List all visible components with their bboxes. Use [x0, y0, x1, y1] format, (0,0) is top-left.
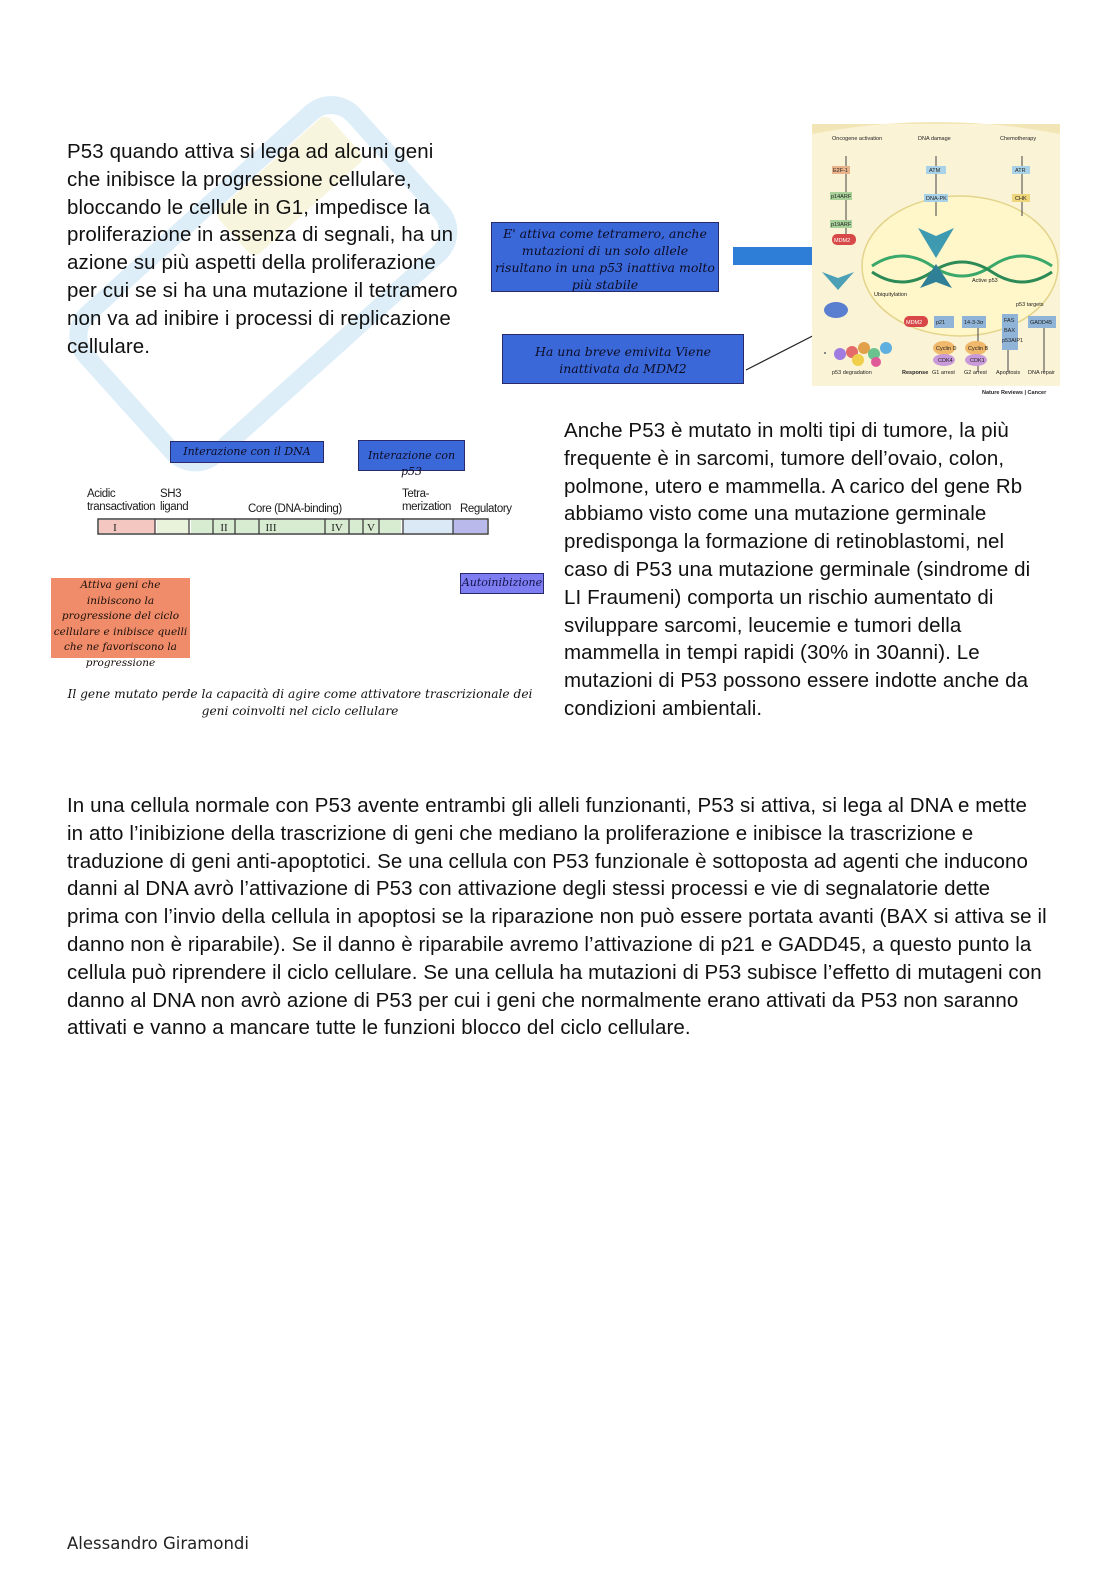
domain-label-core: Core (DNA-binding)	[248, 503, 342, 515]
region-iii: III	[265, 522, 277, 534]
fig-header-oncogene: Oncogene activation	[832, 136, 883, 142]
paragraph-p53-cell-mechanism: In una cellula normale con P53 avente entrambi gli alleli funzionanti, P53 si attiva, si lega al DNA e mette in atto l’inibizione della trascrizione di geni che mediano la proliferazione e inibisce la trascrizione e traduzione di geni anti-apoptotici. Se una cellula con P53 funzionale è sottoposta ad agenti che inducono danni al DNA avrò l’attivazione di P53 con attivazione degli stessi processi e vie di segnalatorie dette prima con l’invio della cellula in apoptosi se la riparazione non può essere portata avanti (BAX si attiva se il danno non è riparabile). Se il danno è riparabile avremo l’attivazione di p21 e GADD45, a questo punto la cellula può riprendere il ciclo cellulare. Se una cellula ha mutazioni di P53 subisce l’effetto di mutageni con danno al DNA non avrò azione di P53 per cui i geni che normalmente erano attivati da P53 non saranno attivati e vanno a mancare tutte le funzioni blocco del ciclo cellulare.	[67, 794, 1047, 1040]
diagram-caption: Il gene mutato perde la capacità di agire come attivatore trascrizionale dei geni coinvolti nel ciclo cellulare	[67, 687, 533, 718]
fig-node-cyclin-b: Cyclin B	[968, 346, 989, 352]
domain-label-sh3: SH3 ligand	[160, 488, 189, 513]
fig-source: Nature Reviews | Cancer	[982, 390, 1047, 396]
fig-node-active-p53: Active p53	[972, 278, 998, 284]
p53-domain-bar	[97, 518, 489, 536]
fig-node-e2f1: E2F-1	[833, 168, 848, 174]
fig-header-dna-damage: DNA damage	[918, 136, 951, 142]
region-iv: IV	[331, 522, 343, 534]
fig-node-atm: ATM	[929, 168, 941, 174]
footer-author: Alessandro Giramondi	[67, 1534, 249, 1553]
note-p53-interaction: Interazione con p53	[358, 440, 465, 471]
note-tetramer: E' attiva come tetramero, anche mutazioni di un solo allele risultano in una p53 inattiva molto più stabile	[491, 222, 719, 292]
fig-node-chk: CHK	[1015, 196, 1027, 202]
fig-node-p21: p21	[936, 320, 946, 326]
fig-node-fas: FAS	[1004, 318, 1015, 324]
fig-node-p14arf: p14ARF	[831, 194, 852, 200]
fig-node-dnapk: DNA-PK	[926, 196, 947, 202]
fig-header-chemotherapy: Chemotherapy	[1000, 136, 1037, 142]
note-half-life: Ha una breve emivita Viene inattivata da MDM2	[502, 334, 744, 384]
fig-node-p19arf: p19ARF	[831, 222, 852, 228]
fig-node-14-3-3: 14-3-3σ	[964, 320, 984, 326]
paragraph-p53-activation: P53 quando attiva si lega ad alcuni geni che inibisce la progressione cellulare, bloccando le cellule in G1, impedisce la proliferazione in assenza di segnali, ha un azione su più aspetti della proliferazione per cui se si ha una mutazione il tetramero non va ad inibire i processi di replicazione cellulare.	[67, 140, 458, 358]
fig-node-mdm2: MDM2	[834, 238, 851, 244]
domain-label-tetramerization: Tetra-merization	[402, 488, 452, 513]
note-autoinhibition: Autoinibizione	[460, 573, 544, 594]
fig-label-g1: G1 arrest	[932, 370, 955, 376]
note-dna-interaction: Interazione con il DNA	[170, 441, 324, 463]
region-ii: II	[220, 522, 228, 534]
fig-node-cdk4: CDK4	[938, 358, 953, 364]
fig-node-mdm2-target: MDM2	[906, 320, 923, 326]
fig-label-p53-targets: p53 targets	[1016, 302, 1044, 308]
fig-node-degradation: p53 degradation	[832, 370, 872, 376]
paragraph-p53-tumors: Anche P53 è mutato in molti tipi di tumore, la più frequente è in sarcomi, tumore dell’ovaio, colon, polmone, utero e mammella. A carico del gene Rb abbiamo visto come una mutazione germinale predisponga la formazione di retinoblastomi, nel caso di P53 una mutazione germinale (sindrome di LI Fraumeni) comporta un rischio aumentato di sviluppare sarcomi, leucemie e tumori della mammella in tempi rapidi (30% in 30anni). Le mutazioni di P53 possono essere indotte anche da condizioni ambientali.	[564, 419, 1031, 720]
fig-node-ubiquitylation: Ubiquitylation	[874, 292, 908, 298]
fig-label-apoptosis: Apoptosis	[996, 370, 1021, 376]
domain-label-acidic: Acidic transactivation	[87, 488, 156, 513]
fig-node-bax: BAX	[1004, 328, 1016, 334]
fig-node-gadd45: GADD45	[1030, 320, 1053, 326]
fig-node-cdk1: CDK1	[970, 358, 985, 364]
p53-pathway-figure	[812, 116, 1060, 398]
fig-node-p53aip1: p53AIP1	[1002, 338, 1024, 344]
fig-node-atr: ATR	[1015, 168, 1026, 174]
region-v: V	[367, 522, 375, 534]
fig-label-response: Response	[902, 370, 929, 376]
note-activates-genes: Attiva geni che inibiscono la progressione del ciclo cellulare e inibisce quelli che ne favoriscono la progressione	[51, 578, 190, 658]
region-i: I	[113, 522, 117, 534]
fig-label-dna-repair: DNA repair	[1028, 370, 1055, 376]
fig-label-g2: G2 arrest	[964, 370, 987, 376]
fig-node-cyclin-d: Cyclin D	[936, 346, 957, 352]
domain-label-regulatory: Regulatory	[460, 503, 512, 515]
